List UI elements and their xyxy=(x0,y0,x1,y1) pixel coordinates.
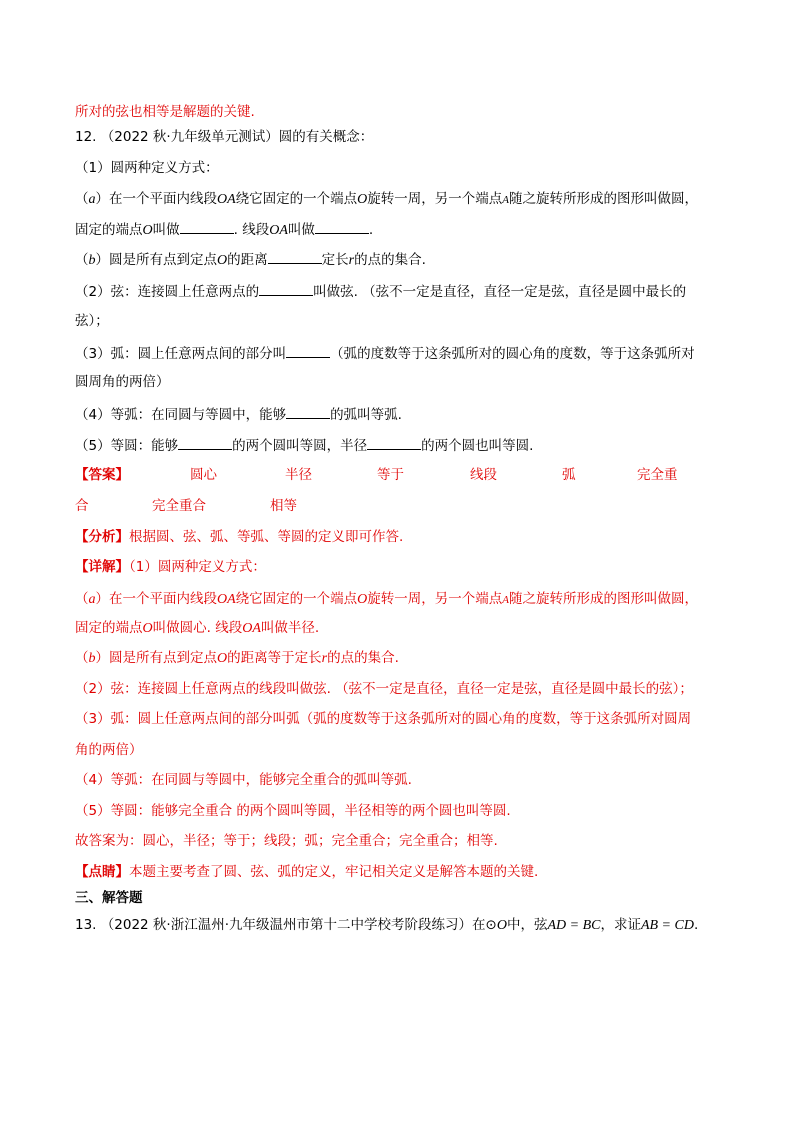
detail-part-a-line2: 固定的端点O叫做圆心. 线段OA叫做半径. xyxy=(75,620,320,636)
answer-item: 相等 xyxy=(270,498,297,514)
question-source: （2022 秋·浙江温州·九年级温州市第十二中学校考阶段练习） xyxy=(100,917,473,933)
answer-blank-6[interactable] xyxy=(286,403,330,419)
question-12-header xyxy=(75,127,373,147)
q12-part2: （2）弦：连接圆上任意两点的 叫做弦. （弦不一定是直径，直径一定是弦，直径是圆中最长的 xyxy=(75,280,686,302)
comment-label: 【点睛】 xyxy=(75,864,129,880)
answer-blank-3[interactable] xyxy=(268,248,322,264)
answer-item: 完全重 xyxy=(637,467,678,483)
answer-item: 等于 xyxy=(377,467,404,483)
previous-conclusion-line: 所对的弦也相等是解题的关键. xyxy=(75,104,255,120)
analysis-text: 根据圆、弦、弧、等弧、等圆的定义即可作答. xyxy=(129,529,404,545)
question-title: 圆的有关概念： xyxy=(278,129,374,145)
answer-blank-7[interactable] xyxy=(178,434,232,450)
q12-part2-cont: 弦）； xyxy=(75,313,109,329)
answer-item: 完全重合 xyxy=(152,498,206,514)
q12-part1: （1）圆两种定义方式： xyxy=(75,160,219,176)
q12-part3: （3）弧：圆上任意两点间的部分叫 （弧的度数等于这条弧所对的圆心角的度数，等于这条弧所对 xyxy=(75,342,695,364)
answer-blank-4[interactable] xyxy=(259,280,313,296)
detail-line-1: 【详解】（1）圆两种定义方式： xyxy=(75,559,266,575)
answer-blank-2[interactable] xyxy=(315,218,369,234)
comment-text: 本题主要考查了圆、弦、弧的定义，牢记相关定义是解答本题的关键. xyxy=(129,864,539,880)
answer-label: 【答案】 xyxy=(75,467,129,483)
detail-part4: （4）等弧：在同圆与等圆中，能够完全重合的弧叫等弧. xyxy=(75,772,412,788)
detail-part3: （3）弧：圆上任意两点间的部分叫弧（弧的度数等于这条弧所对的圆心角的度数，等于这条弧所对圆周 xyxy=(75,711,692,727)
answer-item: 圆心 xyxy=(190,467,217,483)
answer-item: 合 xyxy=(75,498,89,514)
answer-blank-8[interactable] xyxy=(367,434,421,450)
q12-part-a-line1: （a）在一个平面内线段OA绕它固定的一个端点O旋转一周，另一个端点A随之旋转所形成的图形叫做圆， xyxy=(75,191,699,207)
q12-part4: （4）等弧：在同圆与等圆中，能够 的弧叫等弧. xyxy=(75,403,402,425)
detail-part-a-line1: （a）在一个平面内线段OA绕它固定的一个端点O旋转一周，另一个端点A随之旋转所形成的图形叫做圆， xyxy=(75,591,699,607)
answer-item: 线段 xyxy=(470,467,497,483)
q12-part-b: （b）圆是所有点到定点O的距离 定长r的点的集合. xyxy=(75,248,426,271)
answer-item: 半径 xyxy=(285,467,312,483)
detail-part2: （2）弦：连接圆上任意两点的线段叫做弦. （弦不一定是直径，直径一定是弦，直径是圆中最长的弦）； xyxy=(75,681,693,697)
analysis-label: 【分析】 xyxy=(75,529,129,545)
q12-part-a-line2: 固定的端点O叫做 . 线段OA叫做 . xyxy=(75,218,373,241)
question-number: 13. xyxy=(75,917,97,933)
detail-final-answer: 故答案为：圆心，半径；等于；线段；弧；完全重合；完全重合；相等. xyxy=(75,833,498,849)
answer-blank-1[interactable] xyxy=(180,218,234,234)
question-source: （2022 秋·九年级单元测试） xyxy=(100,129,279,145)
detail-label: 【详解】 xyxy=(75,559,129,575)
q12-part5: （5）等圆：能够 的两个圆叫等圆，半径 的两个圆也叫等圆. xyxy=(75,434,533,456)
comment-line xyxy=(75,862,538,882)
answer-item: 弧 xyxy=(562,467,576,483)
answer-blank-5[interactable] xyxy=(286,342,330,358)
question-number: 12. xyxy=(75,129,97,145)
detail-part5: （5）等圆：能够完全重合 的两个圆叫等圆，半径相等的两个圆也叫等圆. xyxy=(75,803,511,819)
analysis-line xyxy=(75,527,403,547)
detail-part-b: （b）圆是所有点到定点O的距离等于定长r的点的集合. xyxy=(75,650,399,666)
question-13: 13. （2022 秋·浙江温州·九年级温州市第十二中学校考阶段练习）在⊙O中，弦AD = BC，求证AB = CD. xyxy=(75,917,699,933)
detail-part3-cont: 角的两倍） xyxy=(75,742,143,758)
section-heading: 三、解答题 xyxy=(75,890,143,906)
q12-part3-cont: 圆周角的两倍） xyxy=(75,374,170,390)
